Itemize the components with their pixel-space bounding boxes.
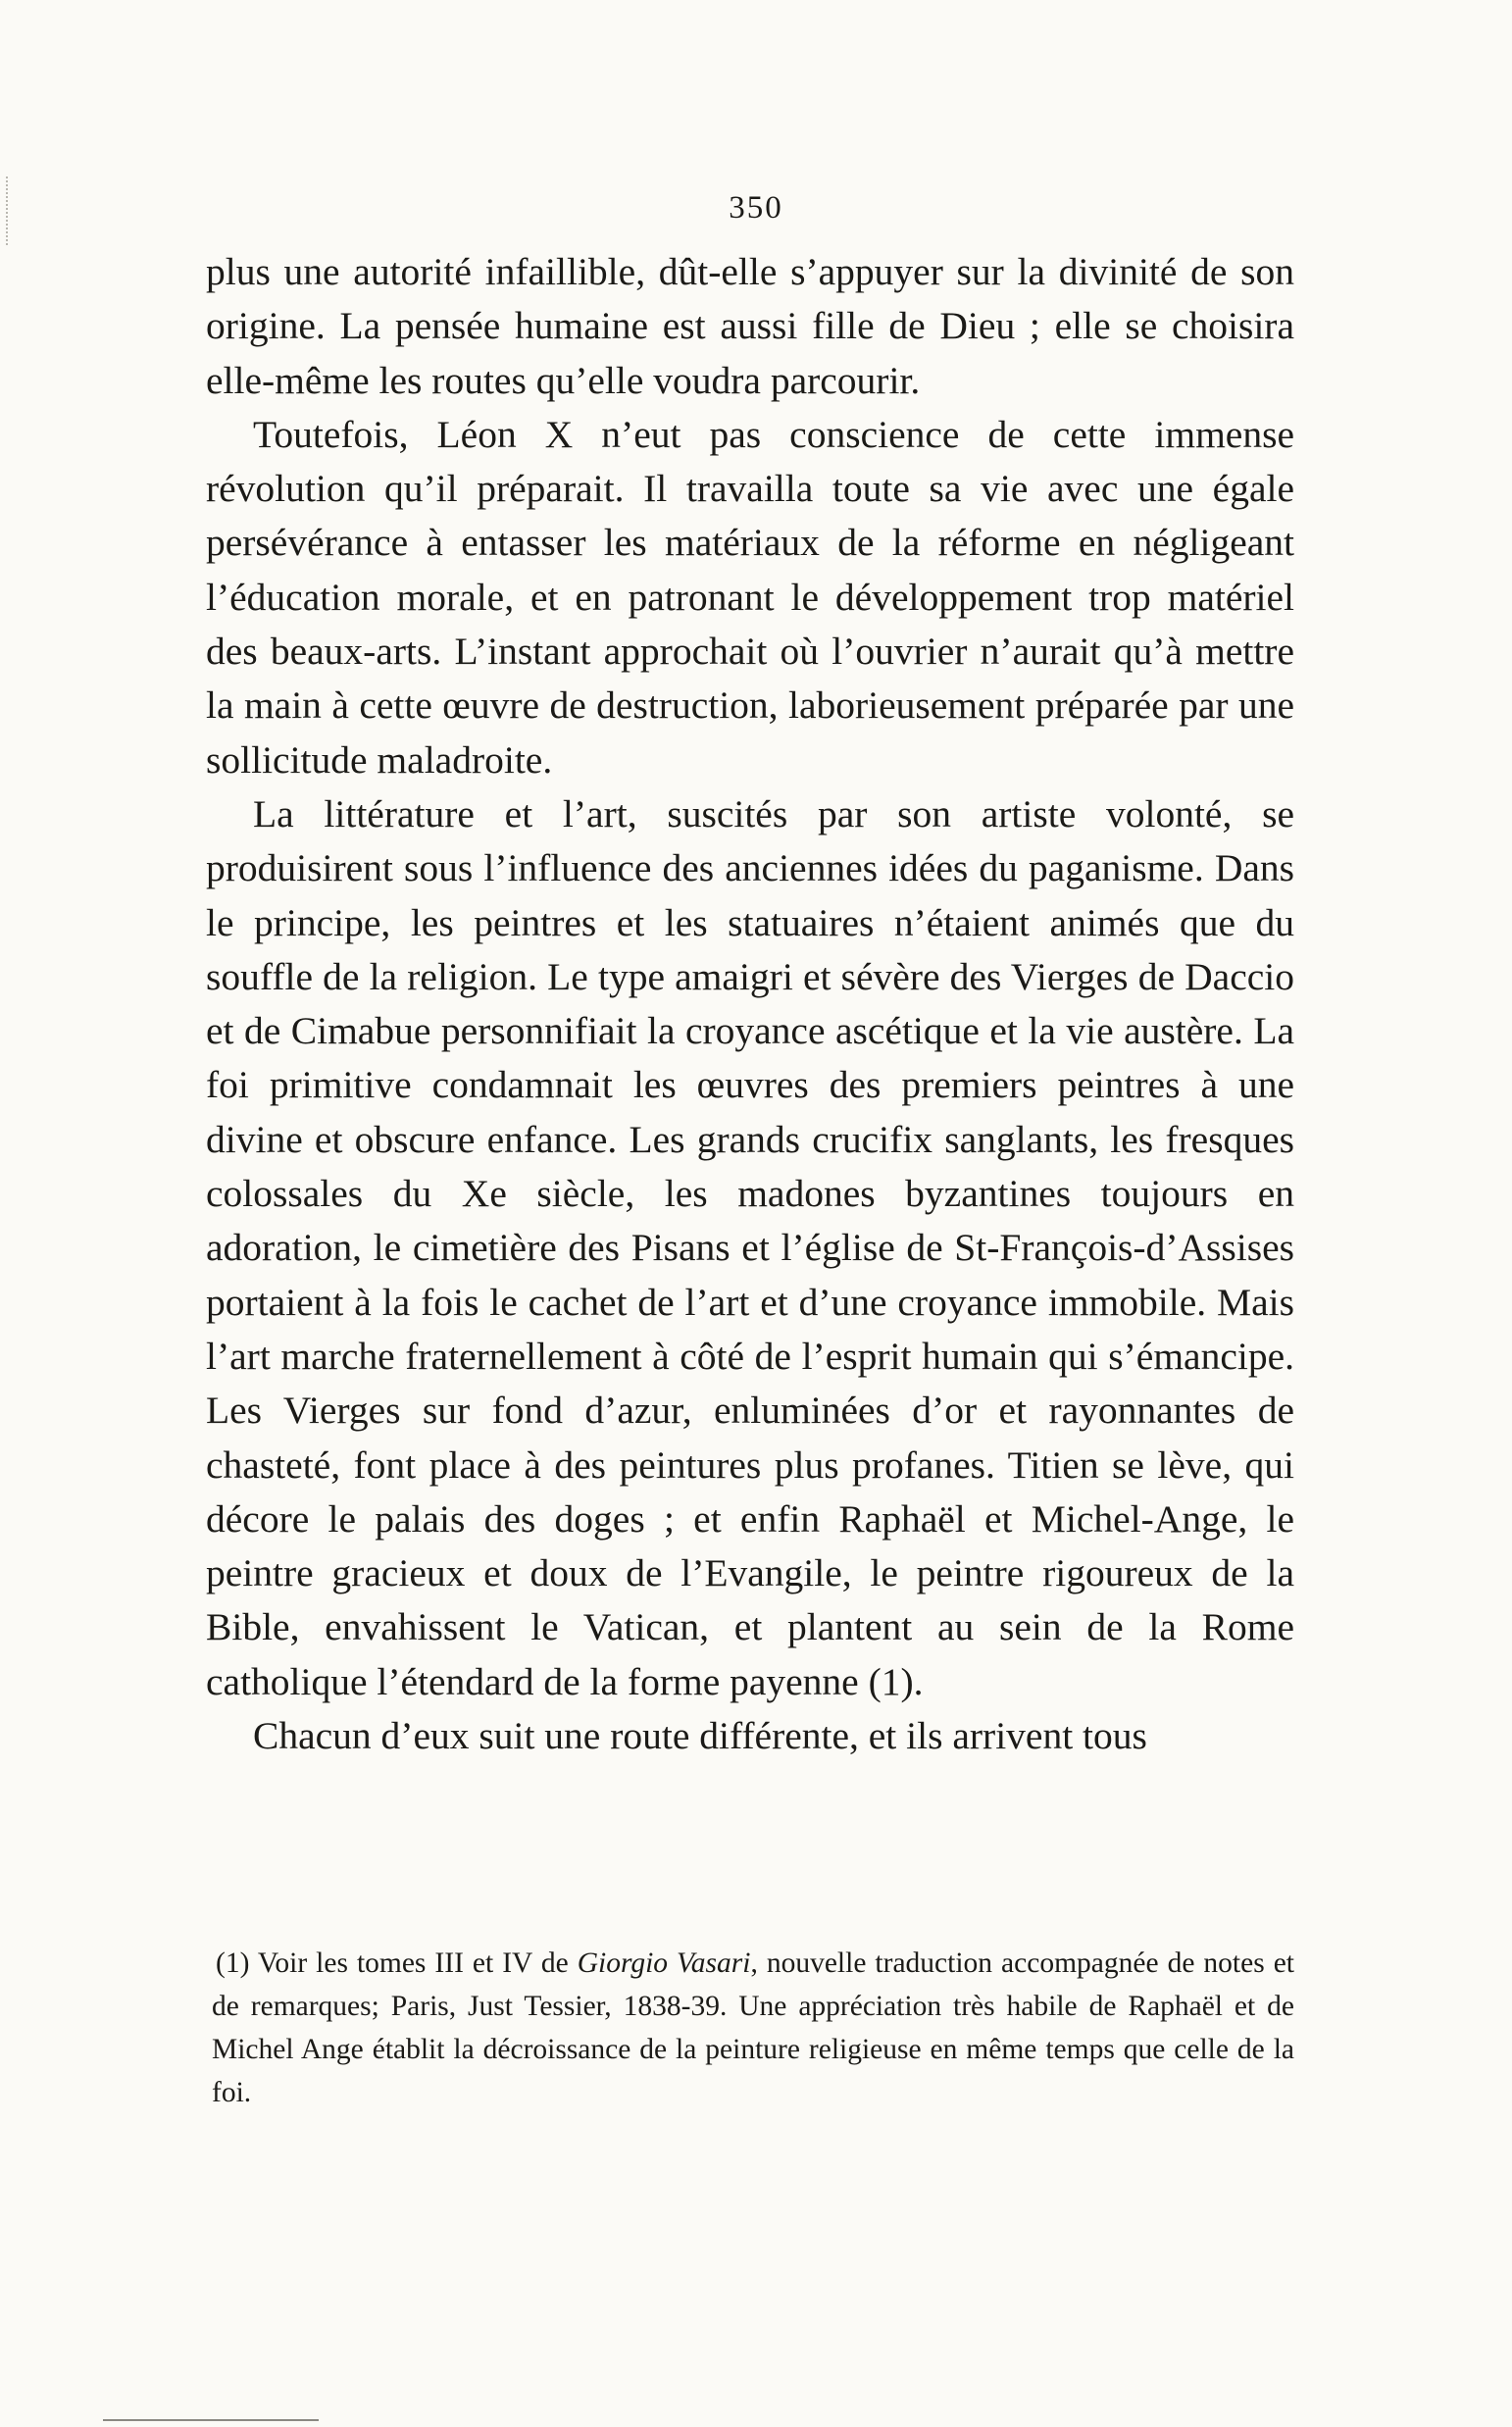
page-number: 350 <box>729 190 783 226</box>
footnote-text-after: , nouvelle traduction accompagnée de notes et de remarques; Paris, Just Tessier, 1838-39. Une appréciation très habile de Raphaël et de Michel Ange établit la décroissance de la peinture religieuse en même temps que celle de la foi. <box>212 1947 1294 2108</box>
footnote-text-before: Voir les tomes III et IV de <box>249 1947 578 1979</box>
bottom-rule <box>103 2419 319 2421</box>
main-text <box>206 245 1294 1763</box>
paragraph-litterature-art: La littérature et l’art, suscités par son artiste volonté, se produisirent sous l’influence des anciennes idées du paganisme. Dans le principe, les peintres et les statuaires n’étaient animés que du souffle de la religion. Le type amaigri et sévère des Vierges de Daccio et de Cimabue personnifiait la croyance ascétique et la vie austère. La foi primitive condamnait les œuvres des premiers peintres à une divine et obscure enfance. Les grands crucifix sanglants, les fresques colossales du Xe siècle, les madones byzantines toujours en adoration, le cimetière des Pisans et l’église de St-François-d’Assises portaient à la fois le cachet de l’art et d’une croyance immobile. Mais l’art marche fraternellement à côté de l’esprit humain qui s’émancipe. Les Vierges sur fond d’azur, enluminées d’or et rayonnantes de chasteté, font place à des peintures plus profanes. Titien se lève, qui décore le palais des doges ; et enfin Raphaël et Michel-Ange, le peintre gracieux et doux de l’Evangile, le peintre rigoureux de la Bible, envahissent le Vatican, et plantent au sein de la Rome catholique l’étendard de la forme payenne (1). <box>206 791 1294 1703</box>
paragraph-continuation: plus une autorité infaillible, dût-elle s’appuyer sur la divinité de son origine. La pensée humaine est aussi fille de Dieu ; elle se choisira elle-même les routes qu’elle voudra parcourir. <box>206 250 1294 402</box>
footnote-marker: (1) <box>216 1947 250 1979</box>
paragraph-chacun: Chacun d’eux suit une route différente, et ils arrivent tous <box>253 1714 1147 1758</box>
footnote-1 <box>212 1942 1294 2114</box>
footnote-italic-title: Giorgio Vasari <box>577 1947 751 1979</box>
paragraph-leon-x: Toutefois, Léon X n’eut pas conscience de cette immense révolution qu’il préparait. Il travailla toute sa vie avec une égale persévérance à entasser les matériaux de la réforme en négligeant l’éducation morale, et en patronant le développement trop matériel des beaux-arts. L’instant approchait où l’ouvrier n’aurait qu’à mettre la main à cette œuvre de destruction, laborieusement préparée par une sollicitude maladroite. <box>206 412 1294 782</box>
footnote-area <box>212 1942 1294 2114</box>
